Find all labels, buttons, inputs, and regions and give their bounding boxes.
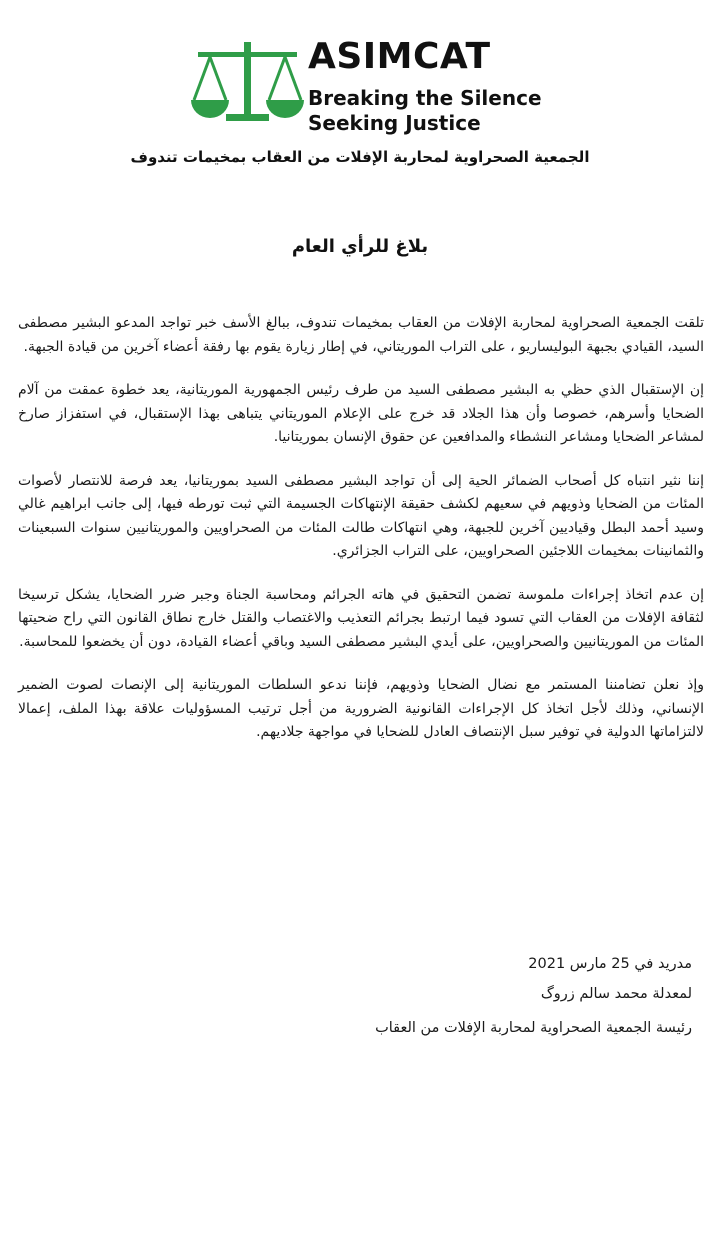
paragraph: إن الإستقبال الذي حظي به البشير مصطفى السيد من طرف رئيس الجمهورية الموريتانية، يعد خطوة عمقت من آلام الضحايا وأسرهم، خصوصا وأن هذا الجلاد قد خرج على الإعلام الموريتاني يتباهى بهذا الإستقبال، في استفزاز صارخ لمشاعر الضحايا ومشاعر النشطاء والمدافعين عن حقوق الإنسان بموريتانيا.: [18, 382, 704, 445]
paragraph: وإذ نعلن تضامننا المستمر مع نضال الضحايا وذويهم، فإننا ندعو السلطات الموريتانية إلى الإنصات لصوت الضمير الإنساني، وذلك لأجل اتخاذ كل الإجراءات القانونية الضرورية من أجل ترتيب المسؤوليات علاقة بهذا الملف، إعمالا لالتزاماتها الدولية في توفير سبل الإنتصاف العادل للضحايا في مواجهة جلاديهم.: [18, 677, 704, 740]
statement-body: [18, 312, 704, 765]
signer-title: رئيسة الجمعية الصحراوية لمحاربة الإفلات من العقاب: [375, 1020, 692, 1036]
tagline-line-1: Breaking the Silence: [308, 86, 542, 110]
document-title: بلاغ للرأي العام: [291, 236, 429, 257]
letterhead: [0, 0, 720, 180]
paragraph: إننا نثير انتباه كل أصحاب الضمائر الحية إلى أن تواجد البشير مصطفى السيد بموريتانيا، يعد فرصة للانتصار لأصوات المئات من الضحايا وذويهم في سعيهم لكشف حقيقة الإنتهاكات الجسيمة التي ثبت تورطه فيها، إلى جانب ابراهيم غالي وسيد أحمد البطل وقياديين آخرين للجبهة، وهي انتهاكات طالت المئات من الصحراويين والموريتانيين سنوات السبعينات والثمانينات بمخيمات اللاجئين الصحراويين، على التراب الجزائري.: [18, 472, 704, 559]
tagline-line-2: Seeking Justice: [308, 111, 481, 135]
organization-name: الجمعية الصحراوية لمحاربة الإفلات من العقاب بمخيمات تندوف: [130, 148, 590, 166]
brand-name: ASIMCAT: [308, 36, 491, 77]
signoff: [12, 956, 692, 1036]
paragraph: إن عدم اتخاذ إجراءات ملموسة تضمن التحقيق في هاته الجرائم ومحاسبة الجناة وجبر ضرر الضحايا، يشكل ترسيخا لثقافة الإفلات من العقاب التي تسود فيما ارتبط بجرائم التعذيب والاغتصاب والقتل خارج نطاق القانون التي راح ضحيتها المئات من الموريتانيين والصحراويين، على أيدي البشير مصطفى السيد وباقي أعضاء القيادة، دون أن يخضعوا للمحاسبة.: [18, 586, 704, 650]
paragraph: تلقت الجمعية الصحراوية لمحاربة الإفلات من العقاب بمخيمات تندوف، ببالغ الأسف خبر تواجد المدعو البشير مصطفى السيد، القيادي بجبهة البوليساريو ، على التراب الموريتاني، في إطار زيارة يقوم بها رفقة أعضاء آخرين من قيادة الجبهة.: [18, 315, 704, 355]
place-date: مدريد في 25 مارس 2021: [528, 956, 692, 972]
scales-of-justice-icon: [190, 40, 305, 140]
signer-name: لمعدلة محمد سالم زروگ: [540, 986, 692, 1002]
